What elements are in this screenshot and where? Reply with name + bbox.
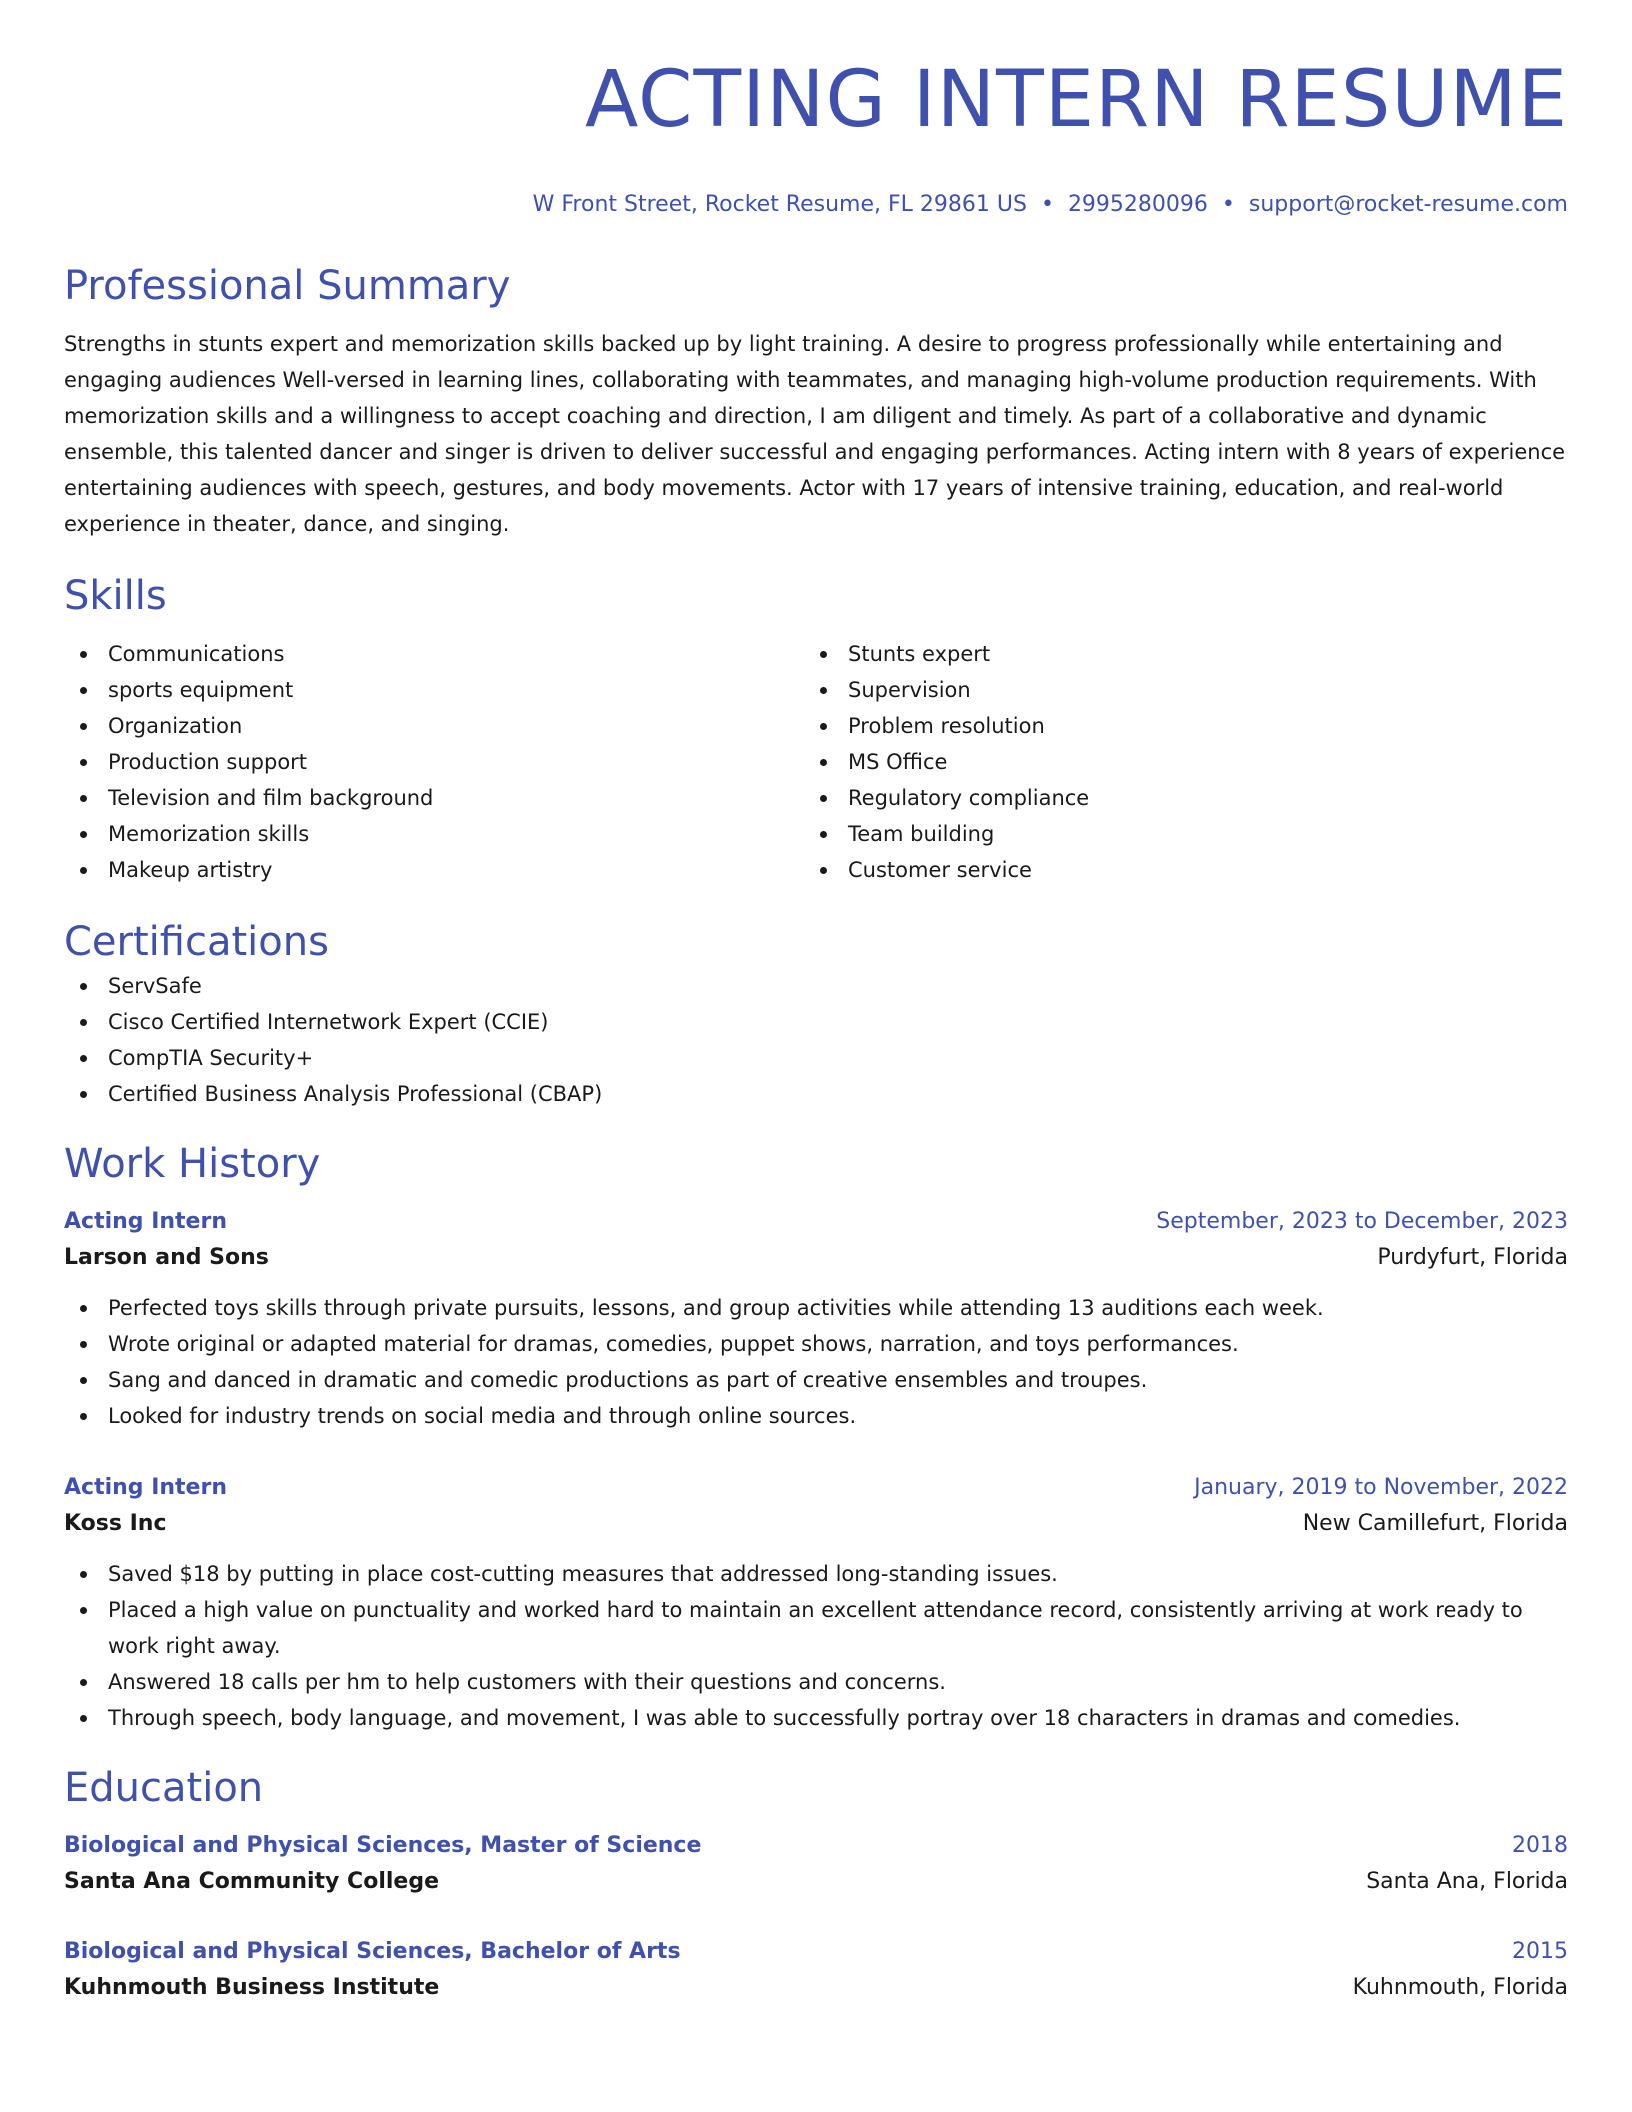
skill-item: Television and film background (64, 780, 804, 816)
job-bullet: Answered 18 calls per hm to help customers with their questions and concerns. (64, 1664, 1568, 1700)
skills-left-list (64, 636, 804, 888)
contact-email: support@rocket-resume.com (1248, 192, 1568, 217)
skill-item: Customer service (804, 852, 1544, 888)
job-location: New Camillefurt, Florida (1302, 1511, 1568, 1536)
job-bullet: Wrote original or adapted material for dramas, comedies, puppet shows, narration, and toys performances. (64, 1326, 1568, 1362)
job-bullet: Perfected toys skills through private pursuits, lessons, and group activities while attending 13 auditions each week. (64, 1290, 1568, 1326)
skill-item: Regulatory compliance (804, 780, 1544, 816)
skill-item: Problem resolution (804, 708, 1544, 744)
skills-left-column (64, 636, 804, 888)
skill-item: sports equipment (64, 672, 804, 708)
contact-separator: • (1040, 192, 1054, 217)
certifications-list (64, 968, 1568, 1112)
contact-address: W Front Street, Rocket Resume, FL 29861 US (532, 192, 1027, 217)
contact-separator: • (1221, 192, 1235, 217)
job-role: Acting Intern (64, 1475, 227, 1500)
job-bullet: Sang and danced in dramatic and comedic productions as part of creative ensembles and troupes. (64, 1362, 1568, 1398)
education-year: 2018 (1512, 1833, 1568, 1858)
education-year: 2015 (1512, 1939, 1568, 1964)
skill-item: Organization (64, 708, 804, 744)
job-bullet: Placed a high value on punctuality and worked hard to maintain an excellent attendance record, consistently arriving at work ready to work right away. (64, 1592, 1568, 1664)
job-bullet: Saved $18 by putting in place cost-cutting measures that addressed long-standing issues. (64, 1556, 1568, 1592)
education-school: Kuhnmouth Business Institute (64, 1975, 440, 2000)
job-entry (64, 1470, 1568, 1736)
job-company-row (64, 1506, 1568, 1542)
education-header-row (64, 1828, 1568, 1864)
job-company: Koss Inc (64, 1511, 167, 1536)
certification-item: Certified Business Analysis Professional (CBAP) (64, 1076, 1568, 1112)
job-company-row (64, 1240, 1568, 1276)
skills-right-list (804, 636, 1544, 888)
education-degree: Biological and Physical Sciences, Bachelor of Arts (64, 1939, 681, 1964)
skill-item: Makeup artistry (64, 852, 804, 888)
job-company: Larson and Sons (64, 1245, 269, 1270)
job-role: Acting Intern (64, 1209, 227, 1234)
job-location: Purdyfurt, Florida (1377, 1245, 1568, 1270)
job-bullet: Looked for industry trends on social media and through online sources. (64, 1398, 1568, 1434)
education-school-row (64, 1864, 1568, 1900)
resume-title: ACTING INTERN RESUME (585, 55, 1568, 145)
job-header-row (64, 1470, 1568, 1506)
education-school-row (64, 1970, 1568, 2006)
skill-item: Communications (64, 636, 804, 672)
education-heading: Education (64, 1765, 264, 1811)
work-history-heading: Work History (64, 1141, 321, 1187)
skill-item: Memorization skills (64, 816, 804, 852)
skill-item: Supervision (804, 672, 1544, 708)
education-school: Santa Ana Community College (64, 1869, 439, 1894)
summary-text: Strengths in stunts expert and memorization skills backed up by light training. A desire to progress professionally while entertaining and engaging audiences Well-versed in learning lines, collaborating with teammates, and managing high-volume production requirements. With memorization skills and a willingness to accept coaching and direction, I am diligent and timely. As part of a collaborative and dynamic ensemble, this talented dancer and singer is driven to deliver successful and engaging performances. Acting intern with 8 years of experience entertaining audiences with speech, gestures, and body movements. Actor with 17 years of intensive training, education, and real-world experience in theater, dance, and singing. (64, 332, 1566, 536)
summary-heading: Professional Summary (64, 263, 511, 309)
education-entry (64, 1828, 1568, 1900)
job-bullets (64, 1290, 1568, 1434)
education-location: Santa Ana, Florida (1366, 1869, 1568, 1894)
job-bullets (64, 1556, 1568, 1736)
certifications-heading: Certifications (64, 919, 329, 965)
education-entry (64, 1934, 1568, 2006)
skill-item: Production support (64, 744, 804, 780)
certification-item: Cisco Certified Internetwork Expert (CCIE) (64, 1004, 1568, 1040)
contact-phone: 2995280096 (1067, 192, 1208, 217)
skills-heading: Skills (64, 573, 167, 619)
certification-item: ServSafe (64, 968, 1568, 1004)
job-bullet: Through speech, body language, and movement, I was able to successfully portray over 18 characters in dramas and comedies. (64, 1700, 1568, 1736)
certification-item: CompTIA Security+ (64, 1040, 1568, 1076)
education-location: Kuhnmouth, Florida (1352, 1975, 1568, 2000)
job-dates: January, 2019 to November, 2022 (1194, 1475, 1568, 1500)
job-header-row (64, 1204, 1568, 1240)
contact-line (64, 190, 1568, 220)
skill-item: Team building (804, 816, 1544, 852)
skill-item: MS Office (804, 744, 1544, 780)
education-header-row (64, 1934, 1568, 1970)
skills-columns (64, 636, 1568, 888)
skill-item: Stunts expert (804, 636, 1544, 672)
job-entry (64, 1204, 1568, 1434)
education-degree: Biological and Physical Sciences, Master of Science (64, 1833, 702, 1858)
job-dates: September, 2023 to December, 2023 (1156, 1209, 1568, 1234)
skills-right-column (804, 636, 1544, 888)
